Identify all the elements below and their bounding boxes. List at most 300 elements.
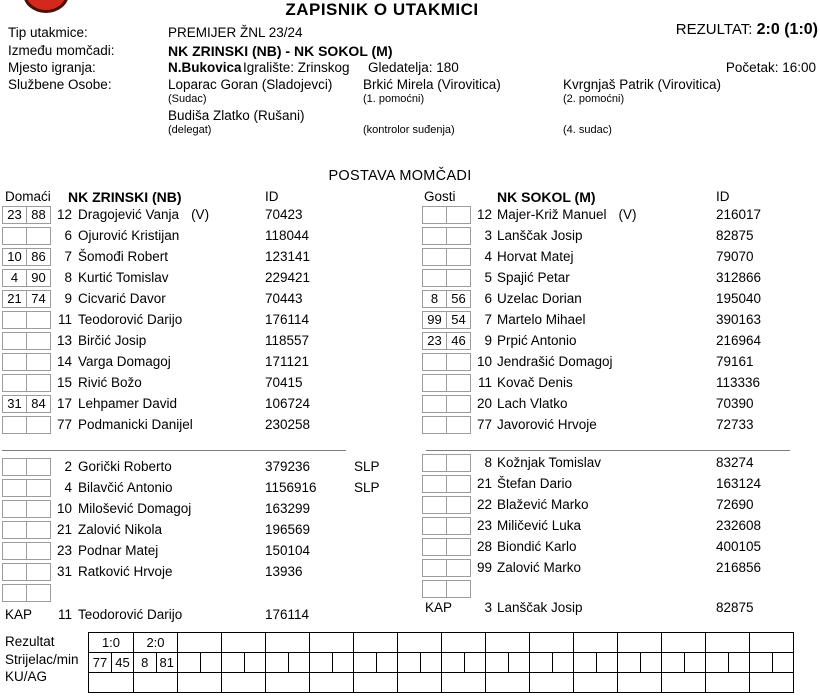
player-row [2,457,410,478]
player-number: 11 [477,375,492,390]
player-id: 216856 [716,560,762,575]
player-row [422,331,806,352]
player-number: 7 [484,312,492,327]
sub-in-box [422,395,447,413]
player-name [78,312,182,327]
scorer-minute-cell [596,653,618,672]
sub-minute-box: 84 [26,395,51,413]
official-assistant1-name: Brkić Mirela (Virovitica) [363,77,501,92]
player-name-text: Zalović Nikola [78,522,163,537]
between-teams-value: NK ZRINSKI (NB) - NK SOKOL (M) [168,43,393,59]
player-name-text: Teodorović Darijo [78,312,183,327]
player-id: 163299 [265,501,311,516]
sub-in-box [2,416,27,434]
player-row [2,268,410,289]
player-number: 12 [476,207,492,222]
spectators-value: Gledatelja: 180 [368,60,459,75]
sub-in-box: 99 [422,311,447,329]
sub-in-box [422,206,447,224]
scorer-number-cell [530,653,552,672]
sub-in-box: 10 [2,248,27,266]
scorer-min-cell [309,653,353,672]
player-name-text: Ratković Hrvoje [78,564,173,579]
sub-in-box [2,500,27,518]
player-number: 22 [476,497,492,512]
sub-in-box [2,521,27,539]
match-type-label: Tip utakmice: [8,25,88,40]
official-delegate-role: (delegat) [168,124,212,136]
sub-in-box [2,311,27,329]
player-id: 72690 [716,497,754,512]
player-id: 113336 [716,375,761,390]
player-name [497,228,583,243]
scorer-min-cell [353,653,397,672]
player-name [497,455,601,470]
sub-in-box [2,458,27,476]
player-id: 82875 [716,228,754,243]
scorer-min-cell [529,653,573,672]
player-row [2,541,410,562]
player-name-text: Ojurović Kristijan [78,228,180,243]
player-name [78,333,146,348]
player-id: 176114 [265,607,310,622]
scorer-minute-cell [420,653,442,672]
partial-result-cell [265,633,309,652]
player-name [497,518,581,533]
player-row [422,453,806,474]
player-number: 23 [476,518,492,533]
player-name-text: Cicvarić Davor [78,291,166,306]
between-teams-label: Između momčadi: [8,43,115,58]
scorer-min-cell [265,653,309,672]
player-id: 176114 [265,312,310,327]
scorer-number-cell [354,653,376,672]
scorer-minute-cell [728,653,750,672]
player-name-text: Javorović Hrvoje [497,417,597,432]
empty-sub-slot-row [422,579,806,600]
player-row [422,205,806,226]
sub-minute-box: 54 [446,311,471,329]
partial-result-cell: 2:0 [133,633,177,652]
partial-result-cell [529,633,573,652]
player-name-text: Horvat Matej [497,249,574,264]
sub-in-box [422,374,447,392]
player-name [497,291,582,306]
kuag-cell [573,673,617,692]
player-name-text: Podnar Matej [78,543,159,558]
team-home-column [2,186,410,646]
captain-label: KAP [5,607,33,622]
player-name-text: Zalović Marko [497,560,582,575]
side-header-label: Gosti [424,189,456,204]
scorer-minute-cell [244,653,266,672]
player-number: 5 [484,270,492,285]
player-name [497,207,637,222]
player-id: 70443 [265,291,303,306]
player-id: 195040 [716,291,762,306]
scorer-number-cell [222,653,244,672]
scorer-min-cell [177,653,221,672]
player-number: 6 [64,228,72,243]
player-name-text: Podmanicki Danijel [78,417,193,432]
player-name [78,543,158,558]
player-id: 379236 [265,459,311,474]
partial-result-cell [705,633,749,652]
sub-in-box: 21 [2,290,27,308]
away-subs-separator [426,450,790,451]
player-row [2,478,410,499]
player-id: 13936 [265,564,303,579]
sub-in-box: 23 [422,332,447,350]
sub-in-box [2,374,27,392]
player-row [422,474,806,495]
player-name [497,476,572,491]
player-id: 400105 [716,539,762,554]
player-number: 4 [64,480,72,495]
partial-result-cell [353,633,397,652]
player-row [422,226,806,247]
player-row [2,247,410,268]
result-label: REZULTAT: [675,21,753,38]
scorer-minute-cell [376,653,398,672]
partial-result-cell [617,633,661,652]
player-number: 6 [484,291,492,306]
player-number: 14 [56,354,72,369]
player-id: 123141 [265,249,311,264]
sub-in-box: 23 [2,206,27,224]
sub-in-box: 31 [2,395,27,413]
player-name-text: Prpić Antonio [497,333,577,348]
sub-in-box: 4 [2,269,27,287]
scorer-number-cell [706,653,728,672]
scorer-minute-cell [200,653,222,672]
player-number: 23 [56,543,72,558]
player-number: 28 [476,539,492,554]
player-number: 3 [484,228,492,243]
player-name [497,333,577,348]
player-id: 1156916 [265,480,317,495]
player-id: 196569 [265,522,311,537]
player-row [2,373,410,394]
sub-in-box [2,353,27,371]
player-name [497,312,586,327]
player-name [497,375,573,390]
player-name-text: Spajić Petar [497,270,570,285]
player-id: 72733 [716,417,754,432]
player-name-text: Biondić Karlo [497,539,577,554]
kuag-cell [705,673,749,692]
sub-in-box [422,454,447,472]
player-name-text: Bilavčić Antonio [78,480,173,495]
player-name-text: Milošević Domagoj [78,501,192,516]
captain-label: KAP [425,600,453,615]
player-name-text: Dragojević Vanja [78,207,180,222]
scorer-minute-cell [640,653,662,672]
sub-minute-box [446,580,471,598]
player-name-text: Lach Vlatko [497,396,568,411]
venue-label: Mjesto igranja: [8,60,96,75]
scorer-minute-cell [508,653,530,672]
player-name-text: Kožnjak Tomislav [497,455,602,470]
player-id: 70390 [716,396,754,411]
player-name-text: Lehpamer David [78,396,178,411]
scorer-min-cell [441,653,485,672]
empty-sub-slot-row [2,583,410,604]
official-fourth-role: (4. sudac) [563,124,612,136]
player-number: 20 [476,396,492,411]
player-id: 82875 [716,600,754,615]
player-number: 7 [64,249,72,264]
scorer-minute-cell [288,653,310,672]
player-name [497,539,577,554]
player-name [497,497,589,512]
venue-value: N.Bukovica [168,60,242,75]
scorer-number-cell [266,653,288,672]
scorer-min-cell [133,653,177,672]
scorer-number-cell [662,653,684,672]
player-name [497,560,581,575]
result-value: 2:0 (1:0) [756,21,818,38]
partial-result-cell [177,633,221,652]
player-name-text: Gorički Roberto [78,459,172,474]
player-id: 118044 [265,228,310,243]
player-row [2,415,410,436]
sub-in-box: 8 [422,290,447,308]
player-row [2,310,410,331]
score-progress-table [88,632,794,693]
kuag-cell [265,673,309,692]
scorer-min-cell [221,653,265,672]
player-id: 70415 [265,375,303,390]
partial-result-cell [749,633,793,652]
scorer-number-cell: 77 [92,655,108,670]
player-number: 8 [64,270,72,285]
player-number: 77 [476,417,492,432]
sub-in-box [422,269,447,287]
team-away-column [422,186,806,646]
partial-result-cell: 1:0 [101,635,121,650]
scorer-number-cell [750,653,772,672]
player-id: 150104 [265,543,311,558]
player-name-text: Šomođi Robert [78,249,169,264]
scorer-min-cell [705,653,749,672]
official-assistant2-name: Kvrgnjaš Patrik (Virovitica) [563,77,722,92]
player-id: 216964 [716,333,762,348]
player-id: 312866 [716,270,762,285]
player-name [497,396,568,411]
player-name [78,354,171,369]
partial-result-cell [485,633,529,652]
sub-in-box [422,580,447,598]
scorer-min-cell [617,653,661,672]
player-name-text: Martelo Mihael [497,312,586,327]
player-number: 15 [56,375,72,390]
id-column-header: ID [716,189,730,204]
player-name [78,249,168,264]
scorer-number-cell [178,653,200,672]
player-name [497,249,574,264]
scorer-minute-cell [684,653,706,672]
player-number: 10 [56,501,72,516]
sub-in-box [2,584,27,602]
player-id: 106724 [265,396,311,411]
partial-result-cell [661,633,705,652]
sub-minute-box: 88 [26,206,51,224]
score-table-row [89,672,793,692]
player-row [422,373,806,394]
score-table-row [89,652,793,672]
id-column-header: ID [265,189,279,204]
player-name [78,396,177,411]
scorer-minute-cell [464,653,486,672]
partial-result-cell [309,633,353,652]
official-controller-role: (kontrolor suđenja) [363,124,455,136]
sub-in-box [2,542,27,560]
scorer-number-cell [486,653,508,672]
scorer-number-cell [618,653,640,672]
sub-in-box [422,496,447,514]
sub-in-box [2,227,27,245]
sub-in-box [422,559,447,577]
sub-in-box [2,563,27,581]
player-row [2,205,410,226]
player-row [422,495,806,516]
player-id: 230258 [265,417,311,432]
player-name [497,354,613,369]
lineups-section-title: POSTAVA MOMČADI [328,168,472,184]
player-name-text: Kovač Denis [497,375,573,390]
partial-result-cell [221,633,265,652]
player-id: 79070 [716,249,754,264]
player-number: 21 [476,476,492,491]
official-assistant2-role: (2. pomoćni) [563,93,625,105]
player-id: 390163 [716,312,762,327]
sub-minute-box: 46 [446,332,471,350]
player-name [78,375,142,390]
player-name [497,417,597,432]
player-name-text: Birčić Josip [78,333,147,348]
scorer-number-cell [442,653,464,672]
sub-minute-box: 86 [26,248,51,266]
sub-minute-box [26,584,51,602]
player-name-text: Varga Domagoj [78,354,171,369]
sub-in-box [422,416,447,434]
player-name [78,522,162,537]
player-name-text: Uzelac Dorian [497,291,582,306]
player-note: SLP [354,480,380,495]
player-number: 9 [64,291,72,306]
home-subs-separator [2,450,346,451]
player-note: SLP [354,459,380,474]
player-name [78,270,169,285]
player-number: 11 [57,312,72,327]
captain-row [2,605,410,626]
scorer-number-cell [310,653,332,672]
scorer-minute-cell: 81 [156,653,178,672]
sub-minute-box: 74 [26,290,51,308]
player-name [78,501,191,516]
kuag-cell [177,673,221,692]
player-number: 13 [56,333,72,348]
player-row [422,415,806,436]
player-name [78,459,172,474]
player-number: 99 [476,560,492,575]
scorer-minute-cell: 45 [111,653,133,672]
player-row [422,558,806,579]
player-row [422,268,806,289]
player-row [2,499,410,520]
player-number: 77 [56,417,72,432]
score-row-label-rezultat: Rezultat [5,634,55,649]
player-name-text: Rivić Božo [78,375,142,390]
scorer-number-cell: 8 [141,655,149,670]
player-number: 8 [484,455,492,470]
player-name [78,291,166,306]
team-name-header: NK SOKOL (M) [497,189,596,205]
page-title: ZAPISNIK O UTAKMICI [285,0,479,19]
sub-in-box [422,475,447,493]
player-name-text: Jendrašić Domagoj [497,354,613,369]
captain-row [422,598,806,619]
scorer-min-cell [397,653,441,672]
player-row [2,352,410,373]
player-row [422,352,806,373]
sub-in-box [422,248,447,266]
scorer-min-cell [485,653,529,672]
player-number: 9 [484,333,492,348]
official-referee-role: (Sudac) [168,93,207,105]
player-row [422,394,806,415]
player-row [2,289,410,310]
sub-minute-box: 56 [446,290,471,308]
player-row [2,226,410,247]
player-name-text: Kurtić Tomislav [78,270,169,285]
player-name-text: Lanščak Josip [497,228,583,243]
official-assistant1-role: (1. pomoćni) [363,93,425,105]
officials-label: Službene Osobe: [8,77,112,92]
sub-in-box [422,227,447,245]
partial-result-cell [573,633,617,652]
player-row [2,331,410,352]
scorer-minute-cell [552,653,574,672]
player-number: 10 [476,354,492,369]
player-name [78,417,193,432]
player-name-text: Blažević Marko [497,497,589,512]
player-id: 216017 [716,207,762,222]
player-name: Lanščak Josip [497,600,583,615]
player-row [422,516,806,537]
player-row [422,289,806,310]
sub-in-box [422,517,447,535]
player-number: 4 [484,249,492,264]
kuag-cell [617,673,661,692]
player-name: Teodorović Darijo [78,607,183,622]
player-name-text: Majer-Križ Manuel [497,207,607,222]
kickoff-time: Početak: 16:00 [725,60,816,75]
kuag-cell [221,673,265,692]
scorer-minute-cell [332,653,354,672]
player-id: 232608 [716,518,762,533]
player-row [422,310,806,331]
player-row [422,247,806,268]
match-type-value: PREMIJER ŽNL 23/24 [168,25,303,40]
kuag-cell [89,673,133,692]
sub-in-box [422,538,447,556]
result-line [676,21,818,39]
player-row [2,520,410,541]
team-name-header: NK ZRINSKI (NB) [68,189,182,205]
player-row [2,394,410,415]
